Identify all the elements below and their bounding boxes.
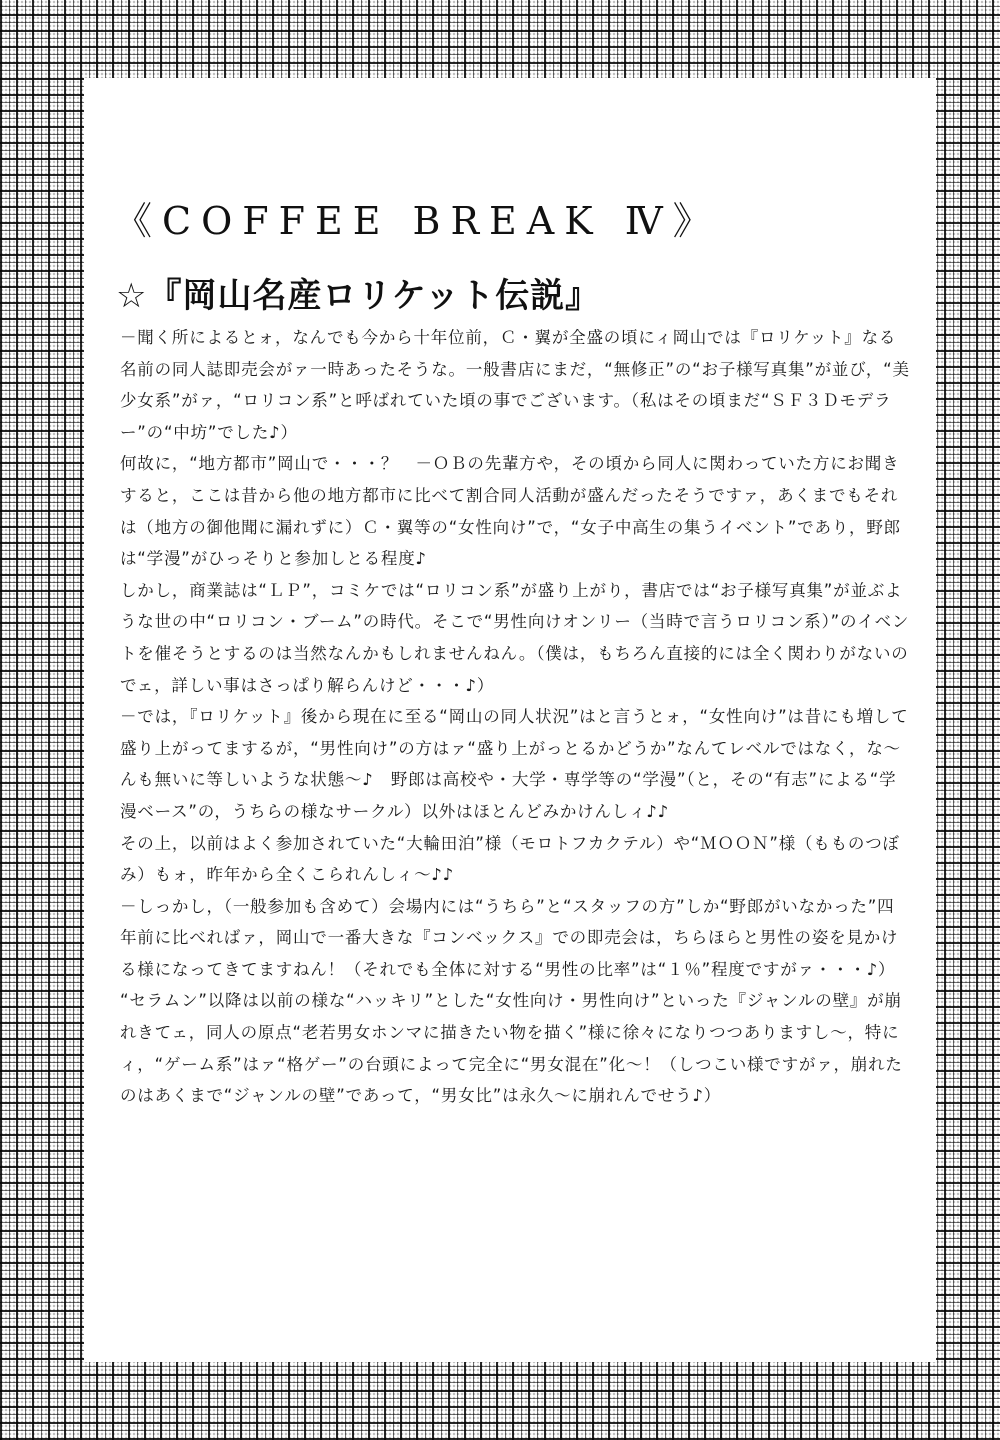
paragraph: －では，『ロリケット』後から現在に至る“岡山の同人状況”はと言うとォ，“女性向け”は昔にも増して盛り上がってまするが，“男性向け”の方はァ“盛り上がっとるかどうか”なんてレベルではなく，な～んも無いに等しいような状態～♪ 野郎は高校や・大学・専学等の“学漫”（と，その“有志”による“学漫ベース”の，うちらの様なサークル）以外はほとんどみかけんしィ♪♪: [120, 707, 909, 821]
paragraph: －聞く所によるとォ，なんでも今から十年位前，Ｃ・翼が全盛の頃にィ岡山では『ロリケット』なる名前の同人誌即売会がァ一時あったそうな。一般書店にまだ，“無修正”の“お子様写真集”が並び，“美少女系”がァ，“ロリコン系”と呼ばれていた頃の事でございます。（私はその頃まだ“ＳＦ３Ｄモデラー”の“中坊”でした♪）: [120, 328, 910, 442]
text-panel: [86, 80, 934, 1360]
article-title: ☆『岡山名産ロリケット伝説』: [116, 276, 601, 316]
paragraph: “セラムン”以降は以前の様な“ハッキリ”とした“女性向け・男性向け”といった『ジャンルの壁』が崩れきてェ，同人の原点“老若男女ホンマに描きたい物を描く”様に徐々になりつつありますし～，特にィ，“ゲーム系”はァ“格ゲー”の台頭によって完全に“男女混在”化～！（しつこい様ですがァ，崩れたのはあくまで“ジャンルの壁”であって，“男女比”は永久～に崩れんでせう♪）: [120, 991, 903, 1106]
paragraph: その上，以前はよく参加されていた“大輪田泊”様（モロトフカクテル）や“ＭＯＯＮ”様（もものつぼみ）もォ，昨年から全くこられんしィ～♪♪: [120, 833, 900, 885]
paragraph: しかし，商業誌は“ＬＰ”，コミケでは“ロリコン系”が盛り上がり，書店では“お子様写真集”が並ぶような世の中“ロリコン・ブーム”の時代。そこで“男性向けオンリー（当時で言うロリコン系）”のイベントを催そうとするのは当然なんかもしれませんねん。（僕は，もちろん直接的には全く関わりがないのでェ，詳しい事はさっぱり解らんけど・・・♪）: [120, 580, 910, 695]
section-heading: 《COFFEE BREAK Ⅳ》: [114, 199, 721, 243]
paragraph: 何故に，“地方都市”岡山で・・・？ －ＯＢの先輩方や，その頃から同人に関わっていた方にお聞きすると，ここは昔から他の地方都市に比べて割合同人活動が盛んだったそうですァ，あくまでもそれは（地方の御他聞に漏れずに）Ｃ・翼等の“女性向け”で，“女子中高生の集うイベント”であり，野郎は“学漫”がひっそりと参加しとる程度♪: [120, 454, 901, 569]
paragraph: －しっかし，（一般参加も含めて）会場内には“うちら”と“スタッフの方”しか“野郎がいなかった”四年前に比べればァ，岡山で一番大きな『コンベックス』での即売会は，ちらほらと男性の姿を見かける様になってきてますねん！（それでも全体に対する“男性の比率”は“１％”程度ですがァ・・・♪）: [120, 896, 899, 979]
article-body: [120, 322, 910, 1112]
